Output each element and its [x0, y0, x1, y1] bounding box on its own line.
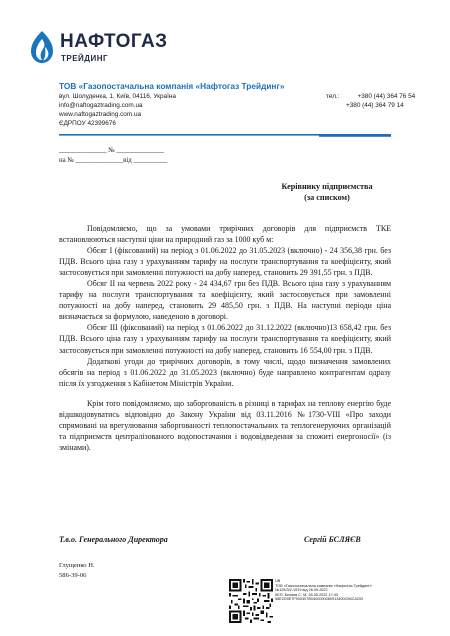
stamp-text	[275, 579, 372, 602]
executor-name: Глущенко Н.	[59, 562, 95, 569]
paragraph-additional-agreements: Додаткові угоди до трирічних договорів, в тому числі, щодо визначення замовлених обсягів на період з 01.06.2022 до 31.05.2023 (включно) буде направлено контрагентам одразу після їх узгодження з Кабінетом Міністрів України.	[59, 356, 391, 388]
company-email[interactable]: info@naftogaztrading.com.ua	[59, 102, 143, 109]
outgoing-number-line: ______________ № ______________	[59, 147, 165, 154]
logo-wordmark: НАФТОГАЗ	[60, 31, 168, 52]
paragraph-intro: Повідомляємо, що за умовами трирічних договорів для підприємств ТКЕ встановлюються наступні ціни на природний газ за 1000 куб м:	[59, 224, 391, 245]
electronic-signature-stamp	[229, 578, 401, 624]
flame-icon	[28, 30, 56, 64]
company-name: ТОВ «Газопостачальна компанія «Нафтогаз Трейдинг»	[59, 81, 285, 91]
recipient-title: Керівнику підприємства	[281, 182, 373, 191]
recipient	[262, 181, 392, 203]
paragraph-debt: Крім того повідомляємо, що заборгованість в різниці в тарифах на теплову енергію буде відшкодовуватись відповідно до Закону України від 03.11.2016 №1730-VIII «Про заходи спрямовані на врегулювання заборгованості теплопостачальних та теплогенеруючих організацій та підприємств централізованого водопостачання і водовідведення за спожиті енергоносії» (із змінами).	[59, 398, 391, 452]
paragraph-volume-1: Обсяг І (фіксований) на період з 01.06.2022 до 31.05.2023 (включно) - 24 356,38 грн. без ПДВ. Всього ціна газу з урахуванням тарифу на послуги транспортування та коефіцієнту, який застосовується при замовленні потужності на добу наперед, становить 29 391,55 грн. з ПДВ.	[59, 246, 391, 278]
phone-label: тел.:	[326, 93, 340, 100]
qr-code-icon	[229, 578, 273, 624]
phone-2: +380 (44) 364 79 14	[346, 102, 404, 109]
stamp-hash: 58E2D9E7F900307B0400000080913400C56CA200	[275, 597, 364, 602]
header-divider	[59, 134, 391, 137]
logo-subtitle: ТРЕЙДИНГ	[61, 54, 109, 63]
company-website[interactable]: www.naftogaztrading.com.ua	[59, 111, 142, 118]
stamp-reg-number: №125/3/2-1919 від 26.05.2022	[275, 588, 328, 593]
incoming-number-line: на № ______________від __________	[59, 157, 168, 164]
letter-body	[59, 223, 391, 453]
signatory-position: Т.в.о. Генерального Директора	[59, 535, 168, 544]
executor-phone: 586-39-06	[59, 572, 87, 579]
paragraph-volume-3: Обсяг ІІІ (фіксований) на період з 01.06.2022 до 31.12.2022 (включно)13 658,42 грн. без ПДВ. Всього ціна газу з урахуванням тарифу на послуги транспортування та коефіцієнту, який застосовується при замовленні потужності на добу наперед, становить 16 554,00 грн. з ПДВ.	[59, 323, 391, 355]
phone-1: +380 (44) 364 76 54	[357, 93, 416, 100]
recipient-note: (за списком)	[304, 193, 350, 202]
stamp-signer: КЕП: Бєляєв С. М. 26.05.2022 17:43	[275, 592, 338, 597]
stamp-code: UB	[275, 579, 281, 583]
company-logo	[28, 28, 198, 72]
paragraph-volume-2: Обсяг ІІ на червень 2022 року - 24 434,67 грн без ПДВ. Всього ціна газу з урахуванням тарифу на послуги транспортування та коефіцієнту, який застосовується при замовленні потужності на добу наперед, становить 29 485,50 грн. з ПДВ. На наступні періоди ціна визначається за формулою, наведеною в договорі.	[59, 279, 391, 322]
company-address: вул. Шолуденка, 1, Київ, 04116, Україна	[59, 93, 176, 100]
company-edrpou: ЄДРПОУ 42399676	[59, 120, 116, 127]
stamp-company: ТОВ «Газопостачальна компанія «Нафтогаз Трейдинг»	[275, 583, 372, 588]
phone-line-1	[326, 93, 415, 101]
signatory-name: Сергій БСЛЯЄВ	[304, 535, 361, 544]
